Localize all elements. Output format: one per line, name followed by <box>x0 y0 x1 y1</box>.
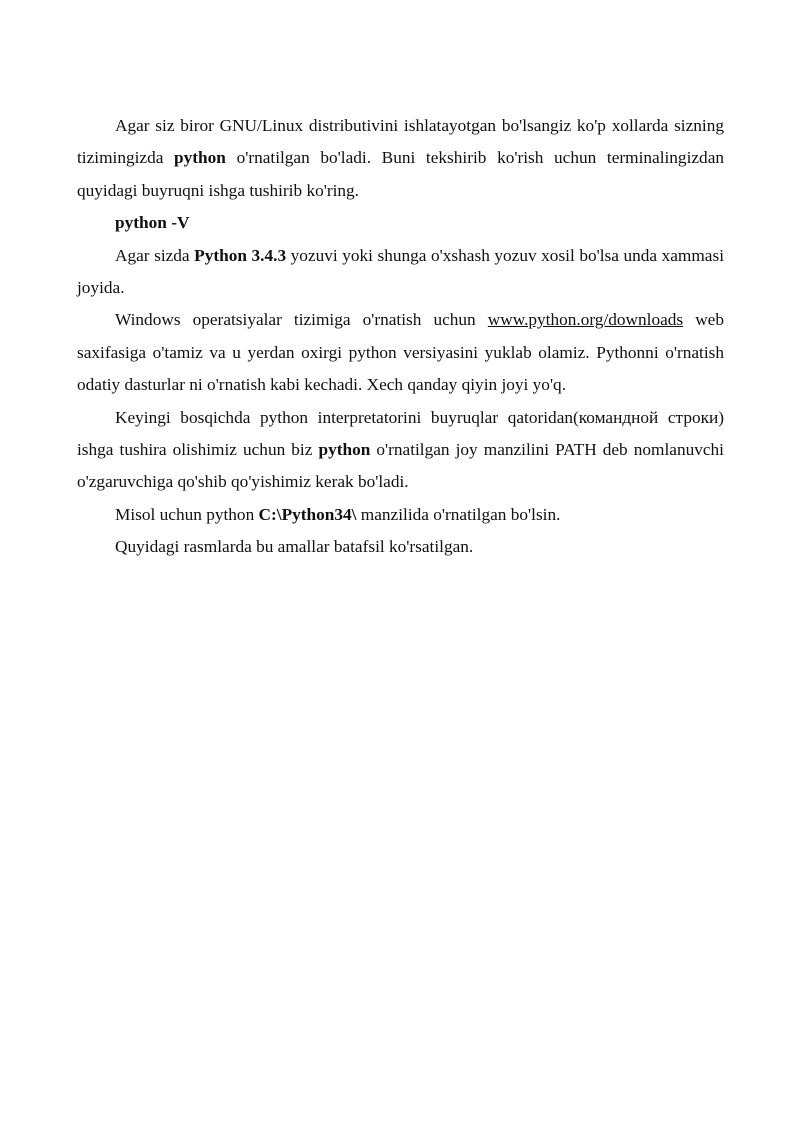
paragraph-text: o'rnatilgan joy manzilini PATH deb nomlanuvchi o'zgaruvchiga qo'shib qo'yishimiz kerak bo'ladi. <box>77 440 724 492</box>
python-version-label: Python 3.4.3 <box>194 245 287 265</box>
paragraph-text: Quyidagi rasmlarda bu amallar batafsil ko'rsatilgan. <box>115 537 474 557</box>
paragraph-path-setup <box>77 402 724 499</box>
paragraph-text: Agar siz biror GNU/Linux distributivini ishlatayotgan bo'lsangiz ko'p xollarda sizning tizimingizda <box>77 116 724 168</box>
paragraph-text: yozuvi yoki shunga o'xshash yozuv xosil bo'lsa unda xammasi joyida. <box>77 245 725 298</box>
python-downloads-link[interactable]: www.python.org/downloads <box>487 310 684 330</box>
paragraph-example-path <box>77 499 724 531</box>
python-version-command: python -V <box>115 213 190 233</box>
paragraph-text: Windows operatsiyalar tizimiga o'rnatish uchun <box>115 310 488 330</box>
python-keyword: python <box>318 440 371 460</box>
paragraph-text: Agar sizda <box>115 245 195 265</box>
paragraph-images-note <box>77 531 724 563</box>
paragraph-linux-intro <box>77 110 724 207</box>
paragraph-text: o'rnatilgan bo'ladi. Buni tekshirib ko'rish uchun terminalingizdan quyidagi buyruqni ishga tushirib ko'ring. <box>77 148 725 200</box>
paragraph-text: Misol uchun python <box>115 504 259 524</box>
paragraph-version-check <box>77 240 724 305</box>
paragraph-windows-install <box>77 304 724 401</box>
paragraph-command <box>77 207 724 239</box>
install-path: C:\Python34\ <box>258 504 357 524</box>
paragraph-text: web saxifasiga o'tamiz va u yerdan oxirgi python versiyasini yuklab olamiz. Pythonni o'rnatish odatiy dasturlar ni o'rnatish kabi kechadi. Xech qanday qiyin joyi yo'q. <box>77 310 724 395</box>
python-keyword: python <box>174 148 226 168</box>
document-page <box>77 110 724 564</box>
paragraph-text: manzilida o'rnatilgan bo'lsin. <box>356 504 561 524</box>
paragraph-text: Keyingi bosqichda python interpretatorini buyruqlar qatoridan(командной строки) ishga tushira olishimiz uchun biz <box>77 407 724 460</box>
